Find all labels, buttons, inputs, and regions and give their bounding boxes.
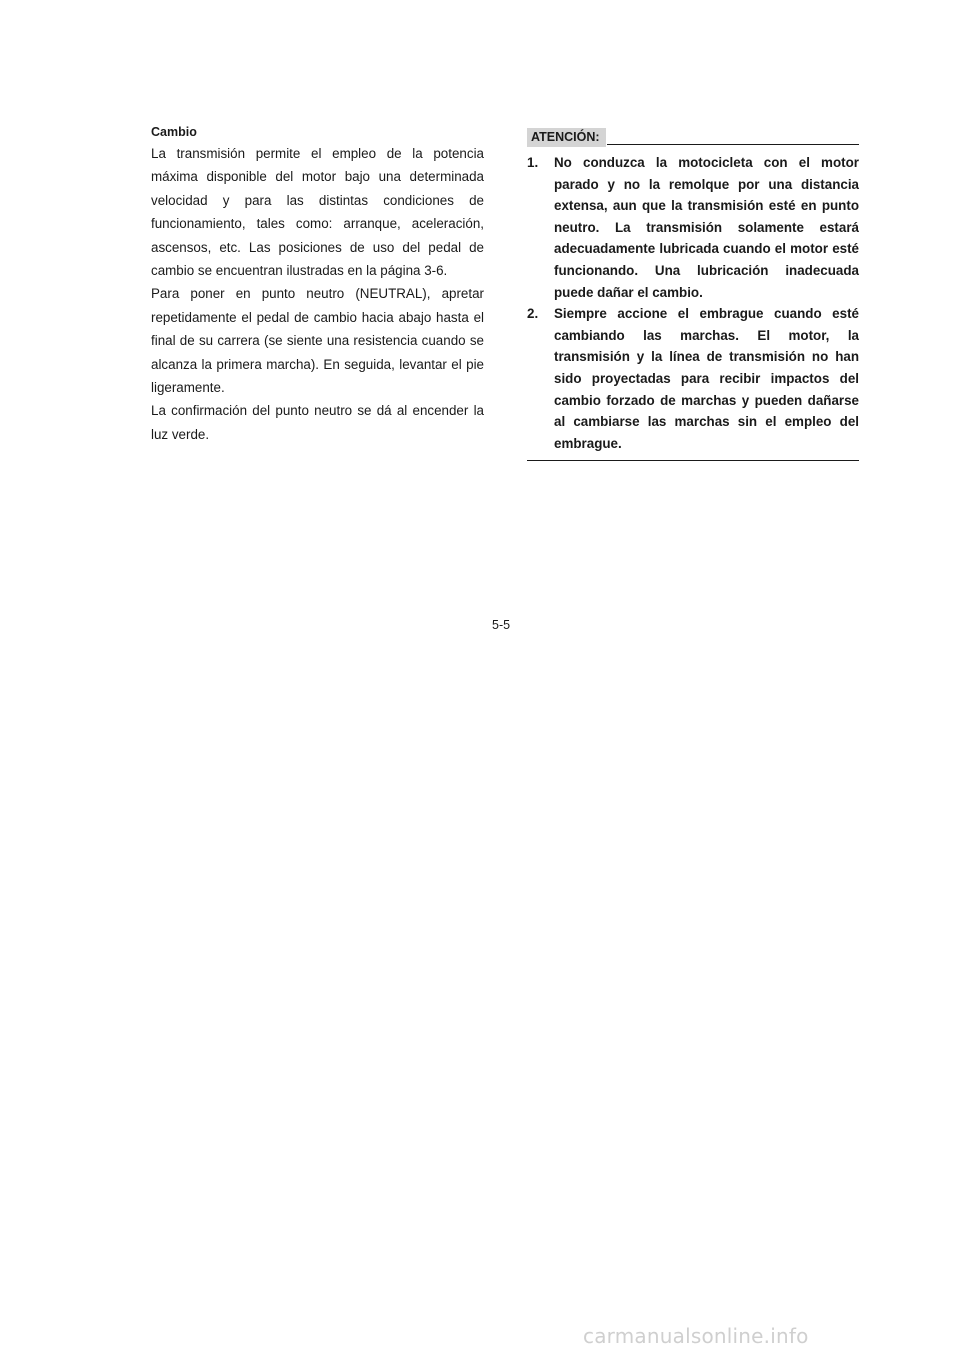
caution-header bbox=[527, 128, 859, 148]
caution-label: ATENCIÓN: bbox=[527, 128, 606, 147]
caution-item bbox=[527, 303, 859, 454]
page-number: 5-5 bbox=[492, 618, 511, 632]
caution-item-text: No conduzca la motocicleta con el motor parado y no la remolque por una distancia extensa, aun que la transmisión esté en punto neutro. La transmisión solamente estará adecuadamente lubricada cuando el motor esté funcionando. Una lubricación inadecuada puede dañar el cambio. bbox=[554, 155, 859, 300]
caution-item-text: Siempre accione el embrague cuando esté cambiando las marchas. El motor, la transmisión y la línea de transmisión no han sido proyectadas para recibir impactos del cambio forzado de marchas y pueden dañarse al cambiarse las marchas sin el empleo del embrague. bbox=[554, 306, 859, 451]
caution-list bbox=[527, 152, 859, 454]
paragraph-confirmation: La confirmación del punto neutro se dá al encender la luz verde. bbox=[151, 403, 484, 442]
section-heading: Cambio bbox=[151, 125, 197, 139]
caution-item bbox=[527, 152, 859, 303]
paragraph-neutral: Para poner en punto neutro (NEUTRAL), apretar repetidamente el pedal de cambio hacia abajo hasta el final de su carrera (se siente una resistencia cuando se alcanza la primera marcha). En seguida, levantar el pie ligeramente. bbox=[151, 286, 484, 396]
caution-box bbox=[527, 128, 859, 461]
paragraph-transmission: La transmisión permite el empleo de la potencia máxima disponible del motor bajo una determinada velocidad y para las distintas condiciones de funcionamiento, tales como: arranque, aceleración, ascensos, etc. Las posiciones de uso del pedal de cambio se encuentran ilustradas en la página 3-6. bbox=[151, 146, 484, 279]
caution-bottom-rule bbox=[527, 460, 859, 461]
main-text-column bbox=[151, 124, 484, 446]
watermark-text: carmanualsonline.info bbox=[583, 1324, 809, 1348]
caution-top-rule bbox=[607, 144, 859, 145]
caution-item-number: 2. bbox=[527, 306, 539, 322]
caution-item-number: 1. bbox=[527, 155, 539, 170]
